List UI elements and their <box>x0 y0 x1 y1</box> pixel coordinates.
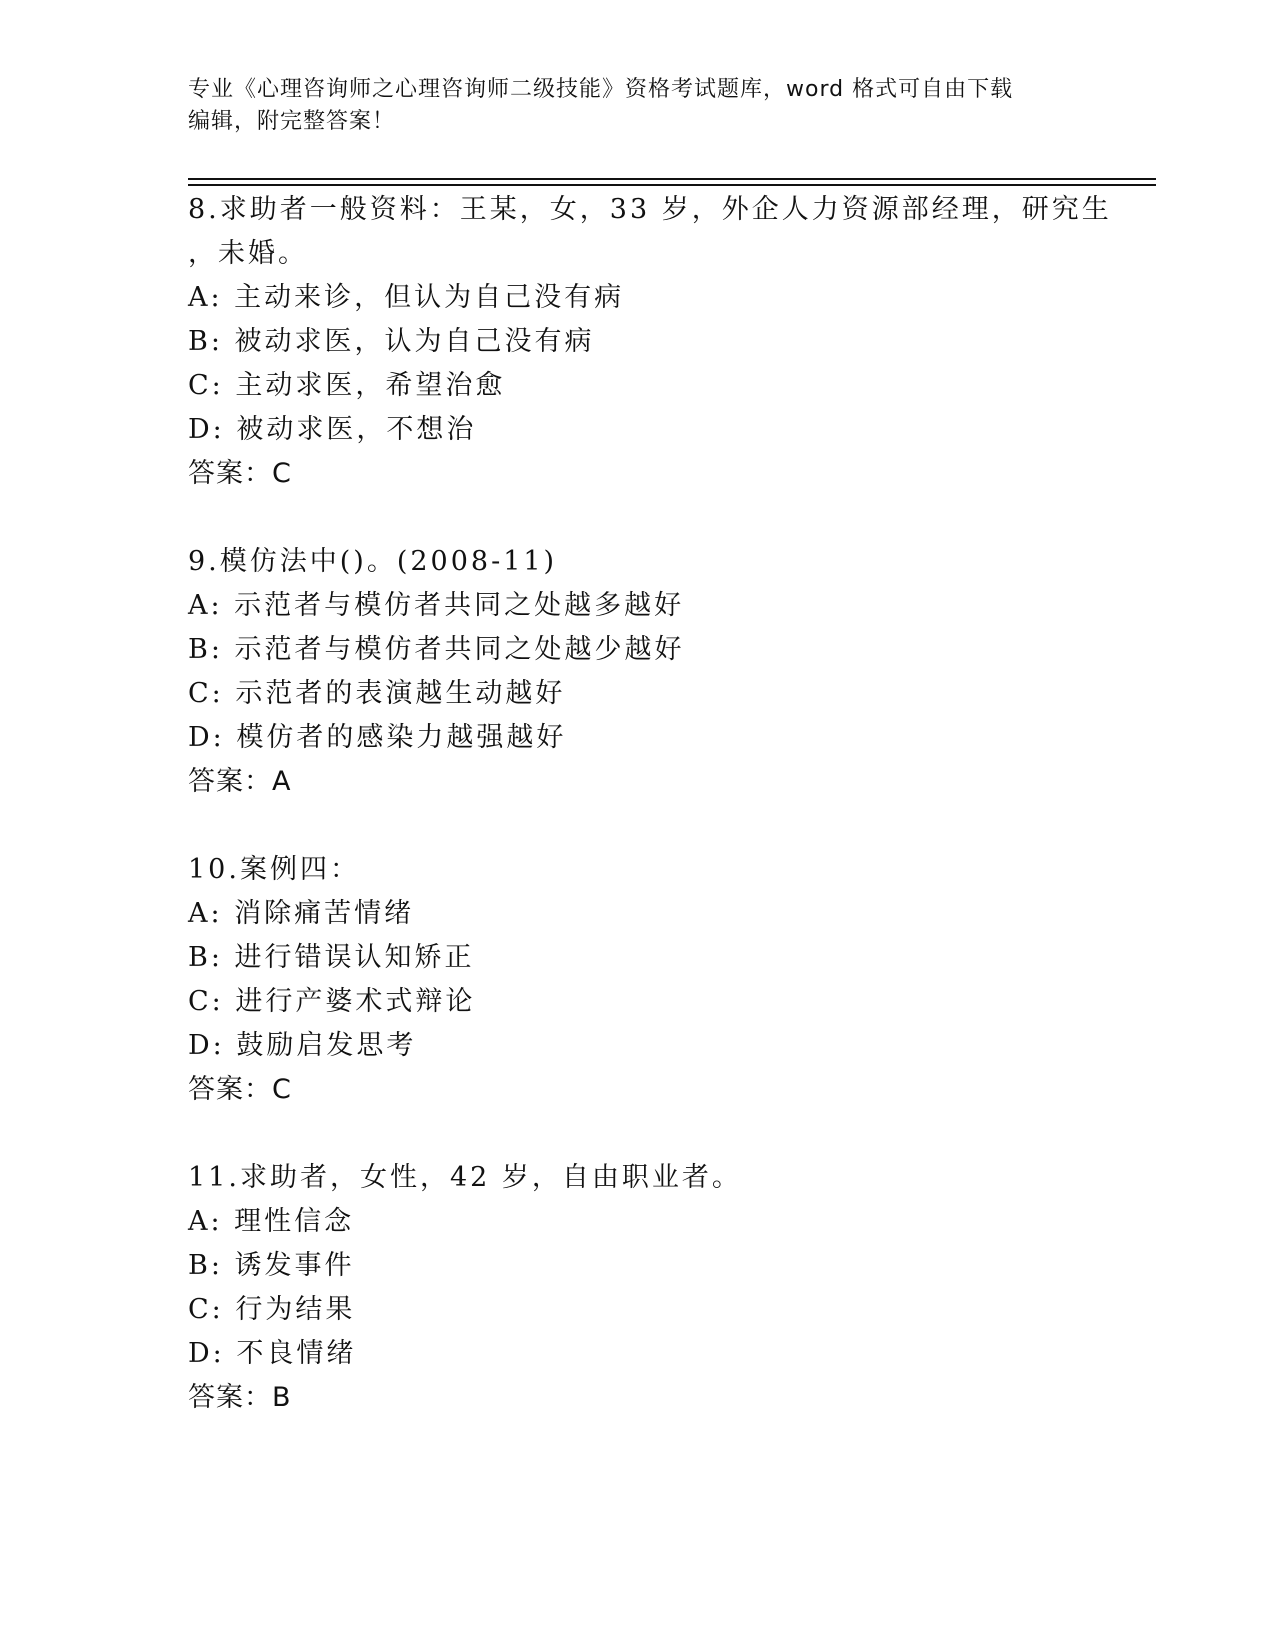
header-line-2: 编辑，附完整答案！ <box>188 109 396 134</box>
header-line-1: 专业《心理咨询师之心理咨询师二级技能》资格考试题库，word 格式可自由下载 <box>188 77 1014 102</box>
answer-label: 答案：A <box>188 766 292 797</box>
question-stem: 11.求助者，女性，42 岁，自由职业者。 <box>188 1162 742 1193</box>
option-a: A: 示范者与模仿者共同之处越多越好 <box>188 590 685 621</box>
option-b: B: 被动求医，认为自己没有病 <box>188 326 595 357</box>
answer-label: 答案：C <box>188 1074 292 1105</box>
option-d: D: 不良情绪 <box>188 1338 357 1369</box>
option-d: D: 被动求医，不想治 <box>188 414 477 445</box>
option-a: A: 主动来诊，但认为自己没有病 <box>188 282 625 313</box>
answer-label: 答案：C <box>188 458 292 489</box>
option-c: C: 行为结果 <box>188 1294 356 1325</box>
answer-label: 答案：B <box>188 1382 292 1413</box>
option-c: C: 进行产婆术式辩论 <box>188 986 476 1017</box>
option-c: C: 主动求医，希望治愈 <box>188 370 506 401</box>
option-a: A: 消除痛苦情绪 <box>188 898 415 929</box>
header-divider-bottom <box>188 184 1156 186</box>
option-b: B: 示范者与模仿者共同之处越少越好 <box>188 634 685 665</box>
option-a: A: 理性信念 <box>188 1206 355 1237</box>
question-stem: 10.案例四： <box>188 854 360 885</box>
option-d: D: 鼓励启发思考 <box>188 1030 417 1061</box>
option-d: D: 模仿者的感染力越强越好 <box>188 722 567 753</box>
question-stem: 8.求助者一般资料：王某，女，33 岁，外企人力资源部经理，研究生 <box>188 194 1112 225</box>
question-stem: 9.模仿法中()。(2008-11) <box>188 546 558 577</box>
header-divider-top <box>188 178 1156 180</box>
question-stem-continued: ，未婚。 <box>188 238 308 269</box>
option-c: C: 示范者的表演越生动越好 <box>188 678 566 709</box>
option-b: B: 进行错误认知矫正 <box>188 942 475 973</box>
document-header <box>188 74 1068 138</box>
option-b: B: 诱发事件 <box>188 1250 355 1281</box>
